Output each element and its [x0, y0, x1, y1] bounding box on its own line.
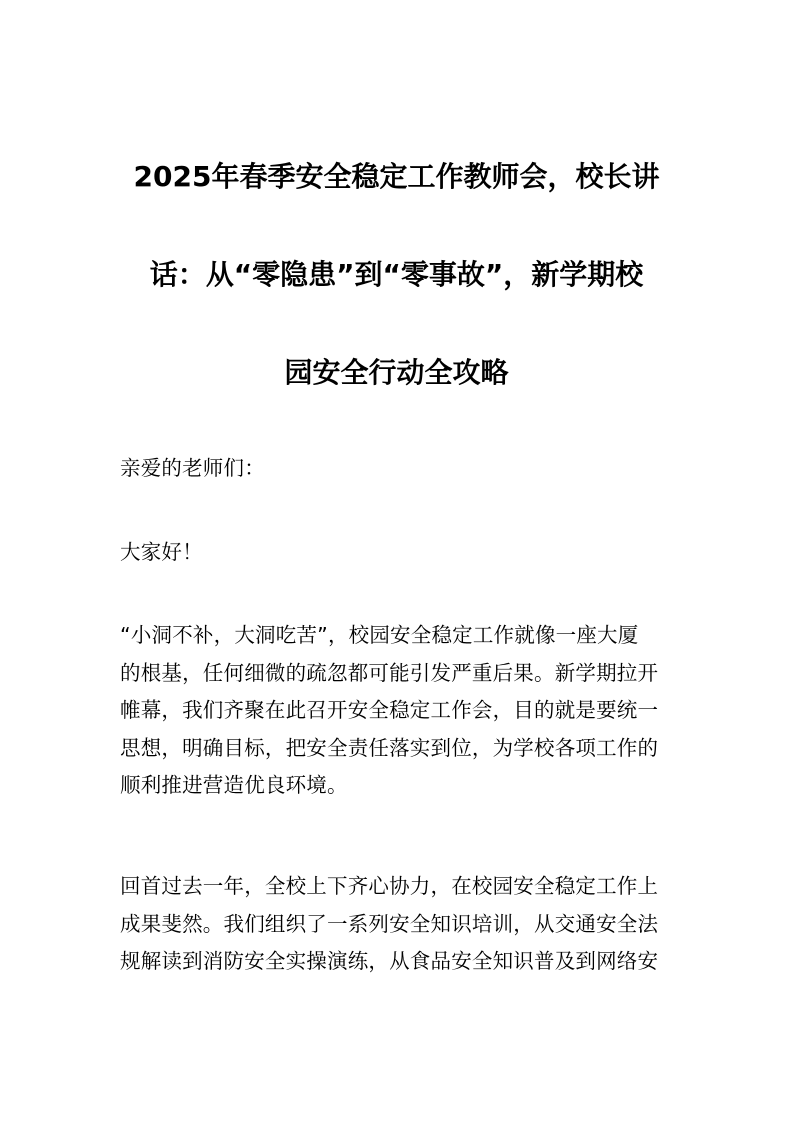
- greeting: [120, 534, 676, 572]
- paragraph-line: 顺利推进营造优良环境。: [120, 773, 348, 797]
- greeting-text: 大家好！: [120, 540, 203, 564]
- title-line-1: 2025年春季安全稳定工作教师会，校长讲: [133, 160, 660, 193]
- paragraph-1: [120, 617, 676, 805]
- paragraph-line: 回首过去一年，全校上下齐心协力，在校园安全稳定工作上: [120, 874, 659, 898]
- title-line-3: 园安全行动全攻略: [284, 356, 509, 389]
- salutation: [120, 450, 676, 488]
- paragraph-2: [120, 868, 676, 981]
- document-title: [110, 128, 683, 422]
- paragraph-line: 帷幕，我们齐聚在此召开安全稳定工作会，目的就是要统一: [120, 698, 659, 722]
- paragraph-line: 的根基，任何细微的疏忽都可能引发严重后果。新学期拉开: [120, 660, 659, 685]
- paragraph-line: 规解读到消防安全实操演练，从食品安全知识普及到网络安: [120, 949, 659, 973]
- paragraph-line: 成果斐然。我们组织了一系列安全知识培训，从交通安全法: [120, 911, 659, 936]
- paragraph-line: “小洞不补，大洞吃苦”，校园安全稳定工作就像一座大厦: [120, 623, 639, 647]
- title-line-2: 话：从“零隐患”到“零事故”，新学期校: [149, 258, 644, 291]
- paragraph-line: 思想，明确目标，把安全责任落实到位，为学校各项工作的: [120, 735, 659, 760]
- salutation-text: 亲爱的老师们：: [120, 456, 265, 480]
